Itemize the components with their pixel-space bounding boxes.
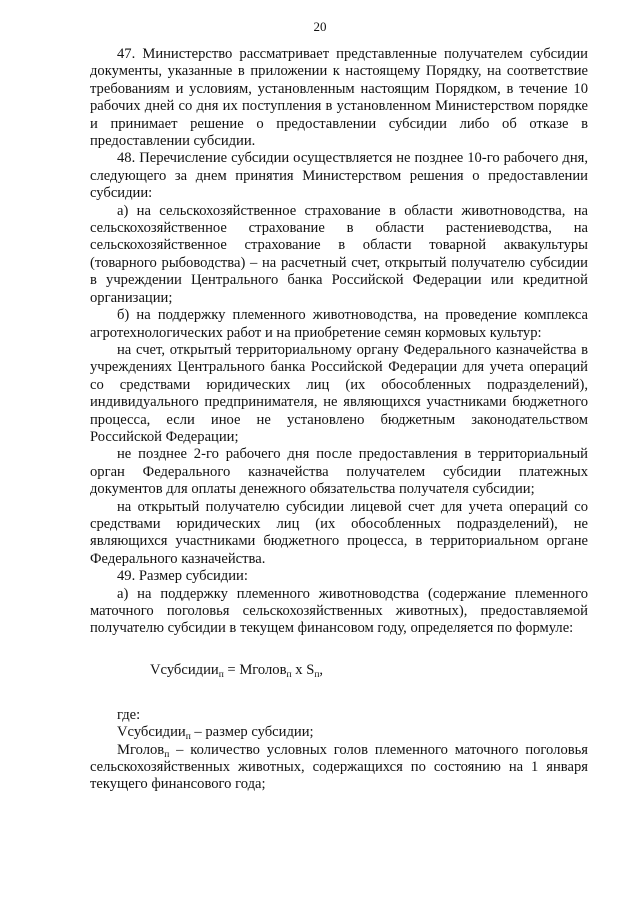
paragraph-48-b-deadline: не позднее 2-го рабочего дня после предоставления в территориальный орган Федерального казначейства получателем субсидии платежных документов для оплаты денежного обязательства получателя субсидии; xyxy=(90,446,588,498)
formula-lhs: Vсубсидии xyxy=(150,661,219,678)
definition-subsidy-text: – размер субсидии; xyxy=(190,724,314,741)
formula-times: x xyxy=(291,661,307,678)
formula-term-heads: Мголов xyxy=(239,661,287,678)
formula-equals: = xyxy=(223,661,240,678)
definition-heads-text: – количество условных голов племенного маточного поголовья сельскохозяйственных животных, содержащихся по состоянию на 1 января текущего финансового года; xyxy=(90,741,588,793)
paragraph-48: 48. Перечисление субсидии осуществляется не позднее 10-го рабочего дня, следующего за днем принятия Министерством решения о предоставлении субсидии: xyxy=(90,150,588,202)
paragraph-48-b-account: на счет, открытый территориальному органу Федерального казначейства в учреждениях Центрального банка Российской Федерации для учета операций со средствами юридических лиц (их обособленных подразделений), индивидуального предпринимателя, не являющихся участниками бюджетного процесса, если иное не установлено бюджетным законодательством Российской Федерации; xyxy=(90,341,588,445)
definition-heads xyxy=(90,742,588,794)
where-label: где: xyxy=(117,706,141,723)
paragraph-49-a: а) на поддержку племенного животноводства (содержание племенного маточного поголовья сельскохозяйственных животных), предоставляемой получателю субсидии в текущем финансовом году, определяется по формуле: xyxy=(90,585,588,637)
formula-term-heads-subscript: п xyxy=(286,669,292,680)
formula-term-rate-subscript: п xyxy=(314,669,320,680)
formula-end: , xyxy=(319,661,324,678)
formula-lhs-subscript: п xyxy=(218,669,224,680)
paragraph-48-a: а) на сельскохозяйственное страхование в области животноводства, на сельскохозяйственное страхование в области растениеводства, на сельскохозяйственное страхование в области товарной аквакультуры (товарного рыбоводства) – на расчетный счет, открытый получателю субсидии в учреждении Центрального банка Российской Федерации или кредитной организации; xyxy=(90,202,588,306)
formula-term-rate: S xyxy=(306,661,315,678)
paragraph-48-b: б) на поддержку племенного животноводства, на проведение комплекса агротехнологических работ и на приобретение семян кормовых культур: xyxy=(90,307,588,341)
definition-heads-subscript: п xyxy=(164,749,170,760)
definition-subsidy-symbol: Vсубсидии xyxy=(117,724,186,741)
paragraph-49: 49. Размер субсидии: xyxy=(117,568,248,585)
definition-subsidy-size xyxy=(90,724,588,741)
definition-subsidy-subscript: п xyxy=(185,732,191,743)
paragraph-48-b-personal-account: на открытый получателю субсидии лицевой счет для учета операций со средствами юридических лиц (их обособленных подразделений), не являющихся участниками бюджетного процесса, в территориальном органе Федерального казначейства. xyxy=(90,498,588,567)
formula-spacer xyxy=(90,679,588,707)
paragraph-47: 47. Министерство рассматривает представленные получателем субсидии документы, указанные в приложении к настоящему Порядку, на соответствие требованиям и условиям, установленным настоящим Порядком, в течение 10 рабочих дней со дня их поступления в установленном Министерством порядке и принимает решение о предоставлении субсидии либо об отказе в предоставлении субсидии. xyxy=(90,46,588,150)
definition-heads-symbol: Мголов xyxy=(117,741,165,758)
subsidy-formula xyxy=(90,647,588,679)
document-body xyxy=(90,46,588,794)
page-number: 20 xyxy=(313,19,327,34)
